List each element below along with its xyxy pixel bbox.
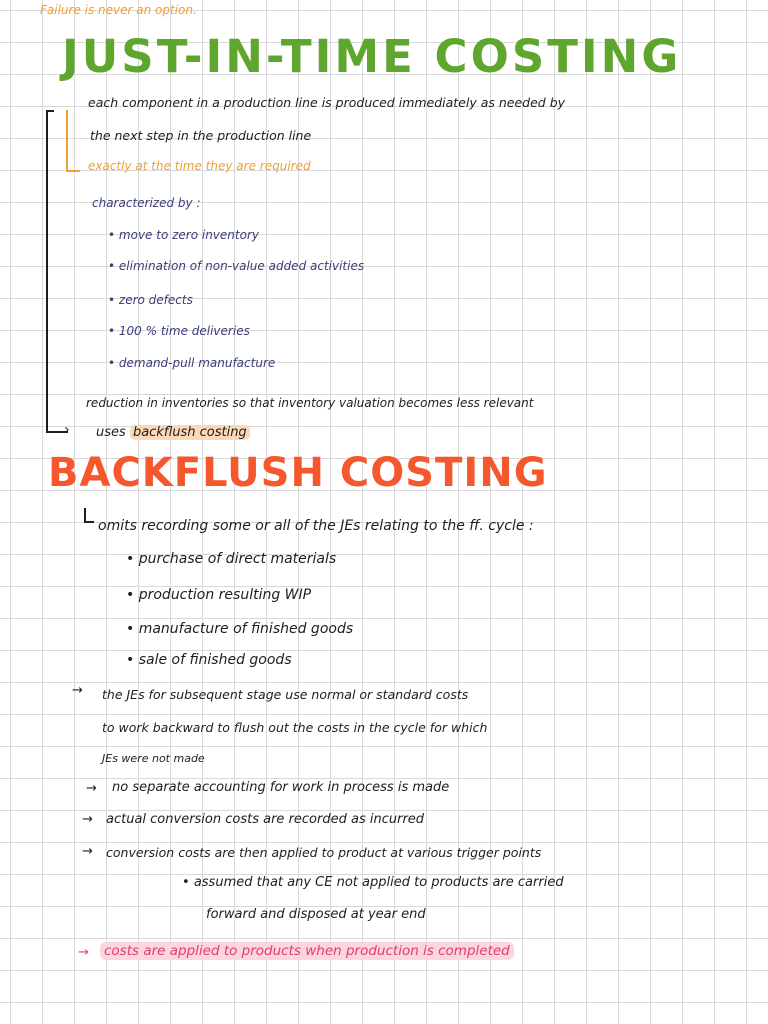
hook-line (84, 508, 86, 522)
cycle-bullet: • manufacture of finished goods (126, 621, 354, 637)
backflush-point: no separate accounting for work in process is made (112, 780, 450, 795)
arrow-right-icon: → (82, 812, 93, 827)
backflush-highlight: backflush costing (130, 425, 250, 440)
hook-foot (84, 521, 94, 523)
jit-bullet: • zero defects (108, 293, 193, 307)
arrow-right-icon: → (82, 844, 93, 859)
backflush-title: BACKFLUSH COSTING (48, 450, 548, 496)
bracket-top (46, 110, 54, 112)
jit-definition-line1: each component in a production line is produced immediately as needed by (88, 95, 566, 110)
orange-connector-line (66, 110, 68, 170)
final-highlight: costs are applied to products when production is completed (100, 942, 514, 960)
backflush-point: conversion costs are then applied to product at various trigger points (106, 845, 542, 860)
cycle-bullet: • production resulting WIP (126, 587, 312, 603)
sub-bullet-line1: • assumed that any CE not applied to products are carried (182, 875, 564, 890)
arrow-right-icon: → (72, 683, 83, 698)
jit-bullet: • demand-pull manufacture (108, 356, 276, 370)
jit-definition-line2: the next step in the production line (90, 128, 312, 143)
jit-bullet: • 100 % time deliveries (108, 324, 250, 338)
arrow-right-icon: → (78, 945, 89, 960)
je-line3: JEs were not made (102, 752, 205, 765)
je-line1: the JEs for subsequent stage use normal or standard costs (102, 687, 469, 702)
je-line2: to work backward to flush out the costs in the cycle for which (102, 720, 488, 735)
motto: Failure is never an option. (40, 3, 197, 17)
cycle-bullet: • purchase of direct materials (126, 551, 337, 567)
arrow-right-icon: → (86, 781, 97, 796)
jit-definition-sub: exactly at the time they are required (88, 159, 311, 173)
final-statement (100, 943, 514, 959)
bracket-arrow-icon: › (64, 422, 70, 438)
jit-title: JUST-IN-TIME COSTING (62, 30, 682, 83)
cycle-bullet: • sale of finished goods (126, 652, 292, 668)
backflush-point: actual conversion costs are recorded as incurred (106, 812, 425, 827)
characterized-label: characterized by : (92, 196, 201, 210)
sub-bullet-line2: forward and disposed at year end (206, 907, 426, 922)
bracket-line (46, 110, 48, 432)
orange-connector-foot (66, 170, 80, 172)
jit-bullet: • move to zero inventory (108, 228, 259, 242)
backflush-intro: omits recording some or all of the JEs relating to the ff. cycle : (98, 518, 534, 534)
jit-bullet: • elimination of non-value added activities (108, 259, 365, 273)
jit-reduction: reduction in inventories so that inventory valuation becomes less relevant (86, 396, 534, 410)
jit-uses-backflush: uses backflush costing (96, 425, 250, 440)
